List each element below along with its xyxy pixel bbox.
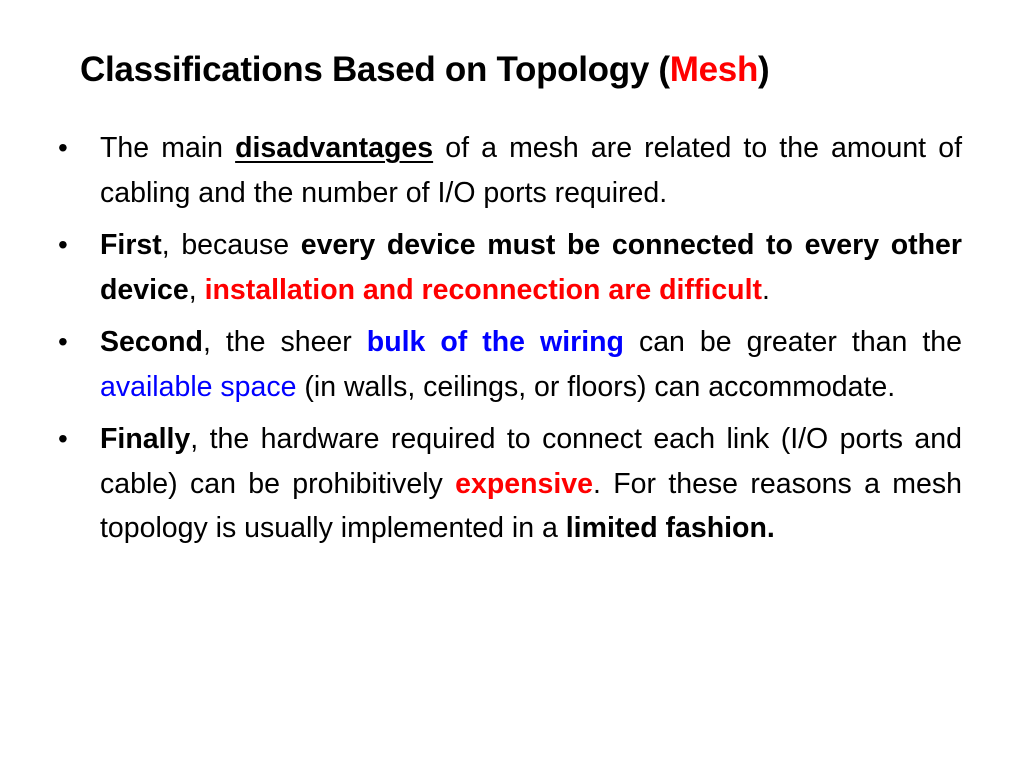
bold-phrase: every device must be connected to every other device <box>100 229 962 306</box>
bullet-item-finally <box>58 417 962 551</box>
bold-term: Second <box>100 326 203 358</box>
bullet-item-second <box>58 320 962 409</box>
bold-term: First <box>100 229 162 261</box>
text-fragment: , the sheer <box>202 326 367 358</box>
blue-bold-highlight: bulk of the wiring <box>366 326 624 358</box>
title-highlight-mesh: Mesh <box>669 50 759 89</box>
bullet-icon: • <box>58 132 68 163</box>
bold-term: Finally <box>100 423 191 455</box>
bullet-list <box>58 126 962 559</box>
bullet-icon: • <box>58 326 68 357</box>
text-fragment: The main <box>100 132 236 164</box>
text-fragment: , because <box>161 229 301 261</box>
blue-highlight: available space <box>100 370 297 403</box>
text-fragment: . For these reasons a mesh topology is usually implemented in a <box>100 467 962 544</box>
text-fragment: can be greater than the <box>623 326 962 358</box>
bullet-item-first <box>58 223 962 312</box>
title-prefix: Classifications Based on Topology ( <box>80 50 670 89</box>
text-fragment: (in walls, ceilings, or floors) can accommodate. <box>296 370 896 403</box>
red-bold-highlight: expensive <box>455 467 593 500</box>
text-fragment: , the hardware required to connect each link (I/O ports and cable) can be prohibitively <box>100 423 962 500</box>
red-highlight: installation and reconnection are difficult <box>204 273 762 306</box>
text-fragment: of a mesh are related to the amount of cabling and the number of I/O ports required. <box>100 132 962 209</box>
text-fragment: , <box>188 273 205 306</box>
title-suffix: ) <box>758 50 770 89</box>
bullet-item-disadvantages <box>58 126 962 215</box>
bold-phrase: limited fashion. <box>565 512 775 544</box>
underlined-term: disadvantages <box>235 132 434 164</box>
text-fragment: . <box>761 273 770 306</box>
bullet-icon: • <box>58 423 68 454</box>
slide-title <box>80 50 769 90</box>
bullet-icon: • <box>58 229 68 260</box>
